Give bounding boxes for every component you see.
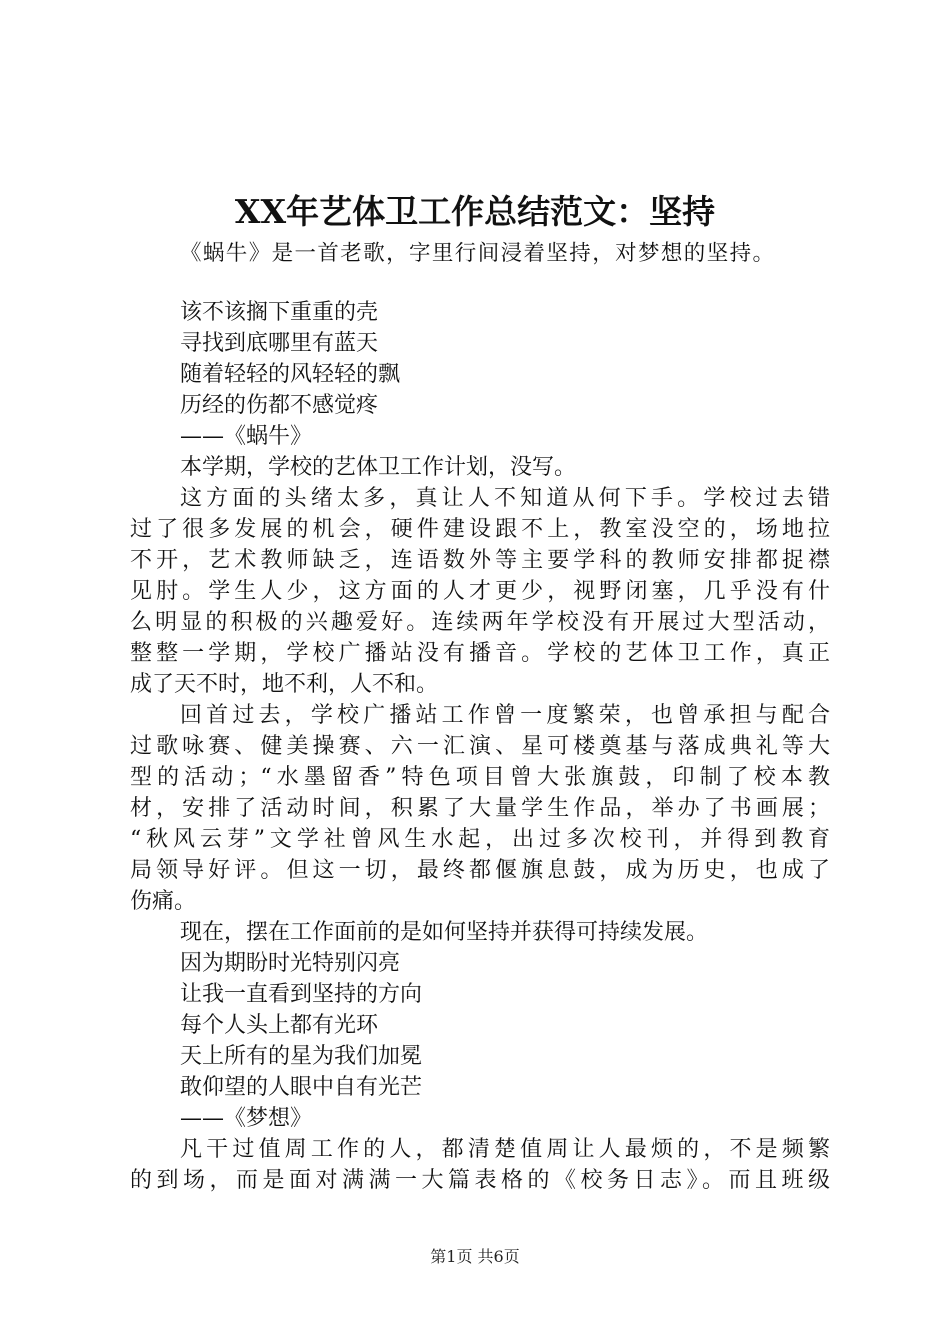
poem-line: 历经的伤都不感觉疼 [180, 393, 379, 418]
poem-line: 让我一直看到坚持的方向 [180, 982, 423, 1007]
paragraph-line: 现在，摆在工作面前的是如何坚持并获得可持续发展。 [180, 920, 709, 945]
paragraph-line: 这方面的头绪太多，真让人不知道从何下手。学校过去错 [180, 486, 830, 511]
page-footer: 第1页 共6页 [430, 1247, 520, 1266]
poem-line: 因为期盼时光特别闪亮 [180, 951, 401, 976]
paragraph-line: 伤痛。 [130, 889, 197, 914]
paragraph-line: “秋风云芽”文学社曾风生水起，出过多次校刊，并得到教育 [130, 827, 830, 852]
paragraph-line: 的到场，而是面对满满一大篇表格的《校务日志》。而且班级 [130, 1168, 830, 1193]
poem-line: 每个人头上都有光环 [180, 1013, 379, 1038]
paragraph-line: 过了很多发展的机会，硬件建设跟不上，教室没空的，场地拉 [130, 517, 830, 542]
paragraph-line: 型的活动；“水墨留香”特色项目曾大张旗鼓，印制了校本教 [130, 765, 830, 790]
paragraph-line: 局领导好评。但这一切，最终都偃旗息鼓，成为历史，也成了 [130, 858, 830, 883]
poem-line: 随着轻轻的风轻轻的飘 [180, 362, 401, 387]
paragraph-line: 成了天不时，地不利，人不和。 [130, 672, 439, 697]
paragraph-line: 凡干过值周工作的人，都清楚值周让人最烦的，不是频繁 [180, 1137, 830, 1162]
paragraph-line: 回首过去，学校广播站工作曾一度繁荣，也曾承担与配合 [180, 703, 830, 728]
poem-line: 敢仰望的人眼中自有光芒 [180, 1075, 423, 1100]
poem-line: 寻找到底哪里有蓝天 [180, 331, 379, 356]
document-body [130, 297, 830, 1196]
paragraph-line: 本学期，学校的艺体卫工作计划，没写。 [180, 455, 577, 480]
lead-paragraph: 《蜗牛》是一首老歌，字里行间浸着坚持，对梦想的坚持。 [180, 241, 776, 266]
poem-source: ——《蜗牛》 [180, 424, 313, 449]
paragraph-line: 么明显的积极的兴趣爱好。连续两年学校没有开展过大型活动， [130, 610, 830, 635]
poem-line: 天上所有的星为我们加冕 [180, 1044, 423, 1069]
poem-line: 该不该搁下重重的壳 [180, 300, 379, 325]
poem-source: ——《梦想》 [180, 1106, 313, 1131]
paragraph-line: 整整一学期，学校广播站没有播音。学校的艺体卫工作，真正 [130, 641, 830, 666]
paragraph-line: 不开，艺术教师缺乏，连语数外等主要学科的教师安排都捉襟 [130, 548, 830, 573]
paragraph-line: 材，安排了活动时间，积累了大量学生作品，举办了书画展； [130, 796, 830, 821]
paragraph-line: 见肘。学生人少，这方面的人才更少，视野闭塞，几乎没有什 [130, 579, 830, 604]
document-title: XX年艺体卫工作总结范文：坚持 [234, 192, 716, 231]
paragraph-line: 过歌咏赛、健美操赛、六一汇演、星可楼奠基与落成典礼等大 [130, 734, 830, 759]
